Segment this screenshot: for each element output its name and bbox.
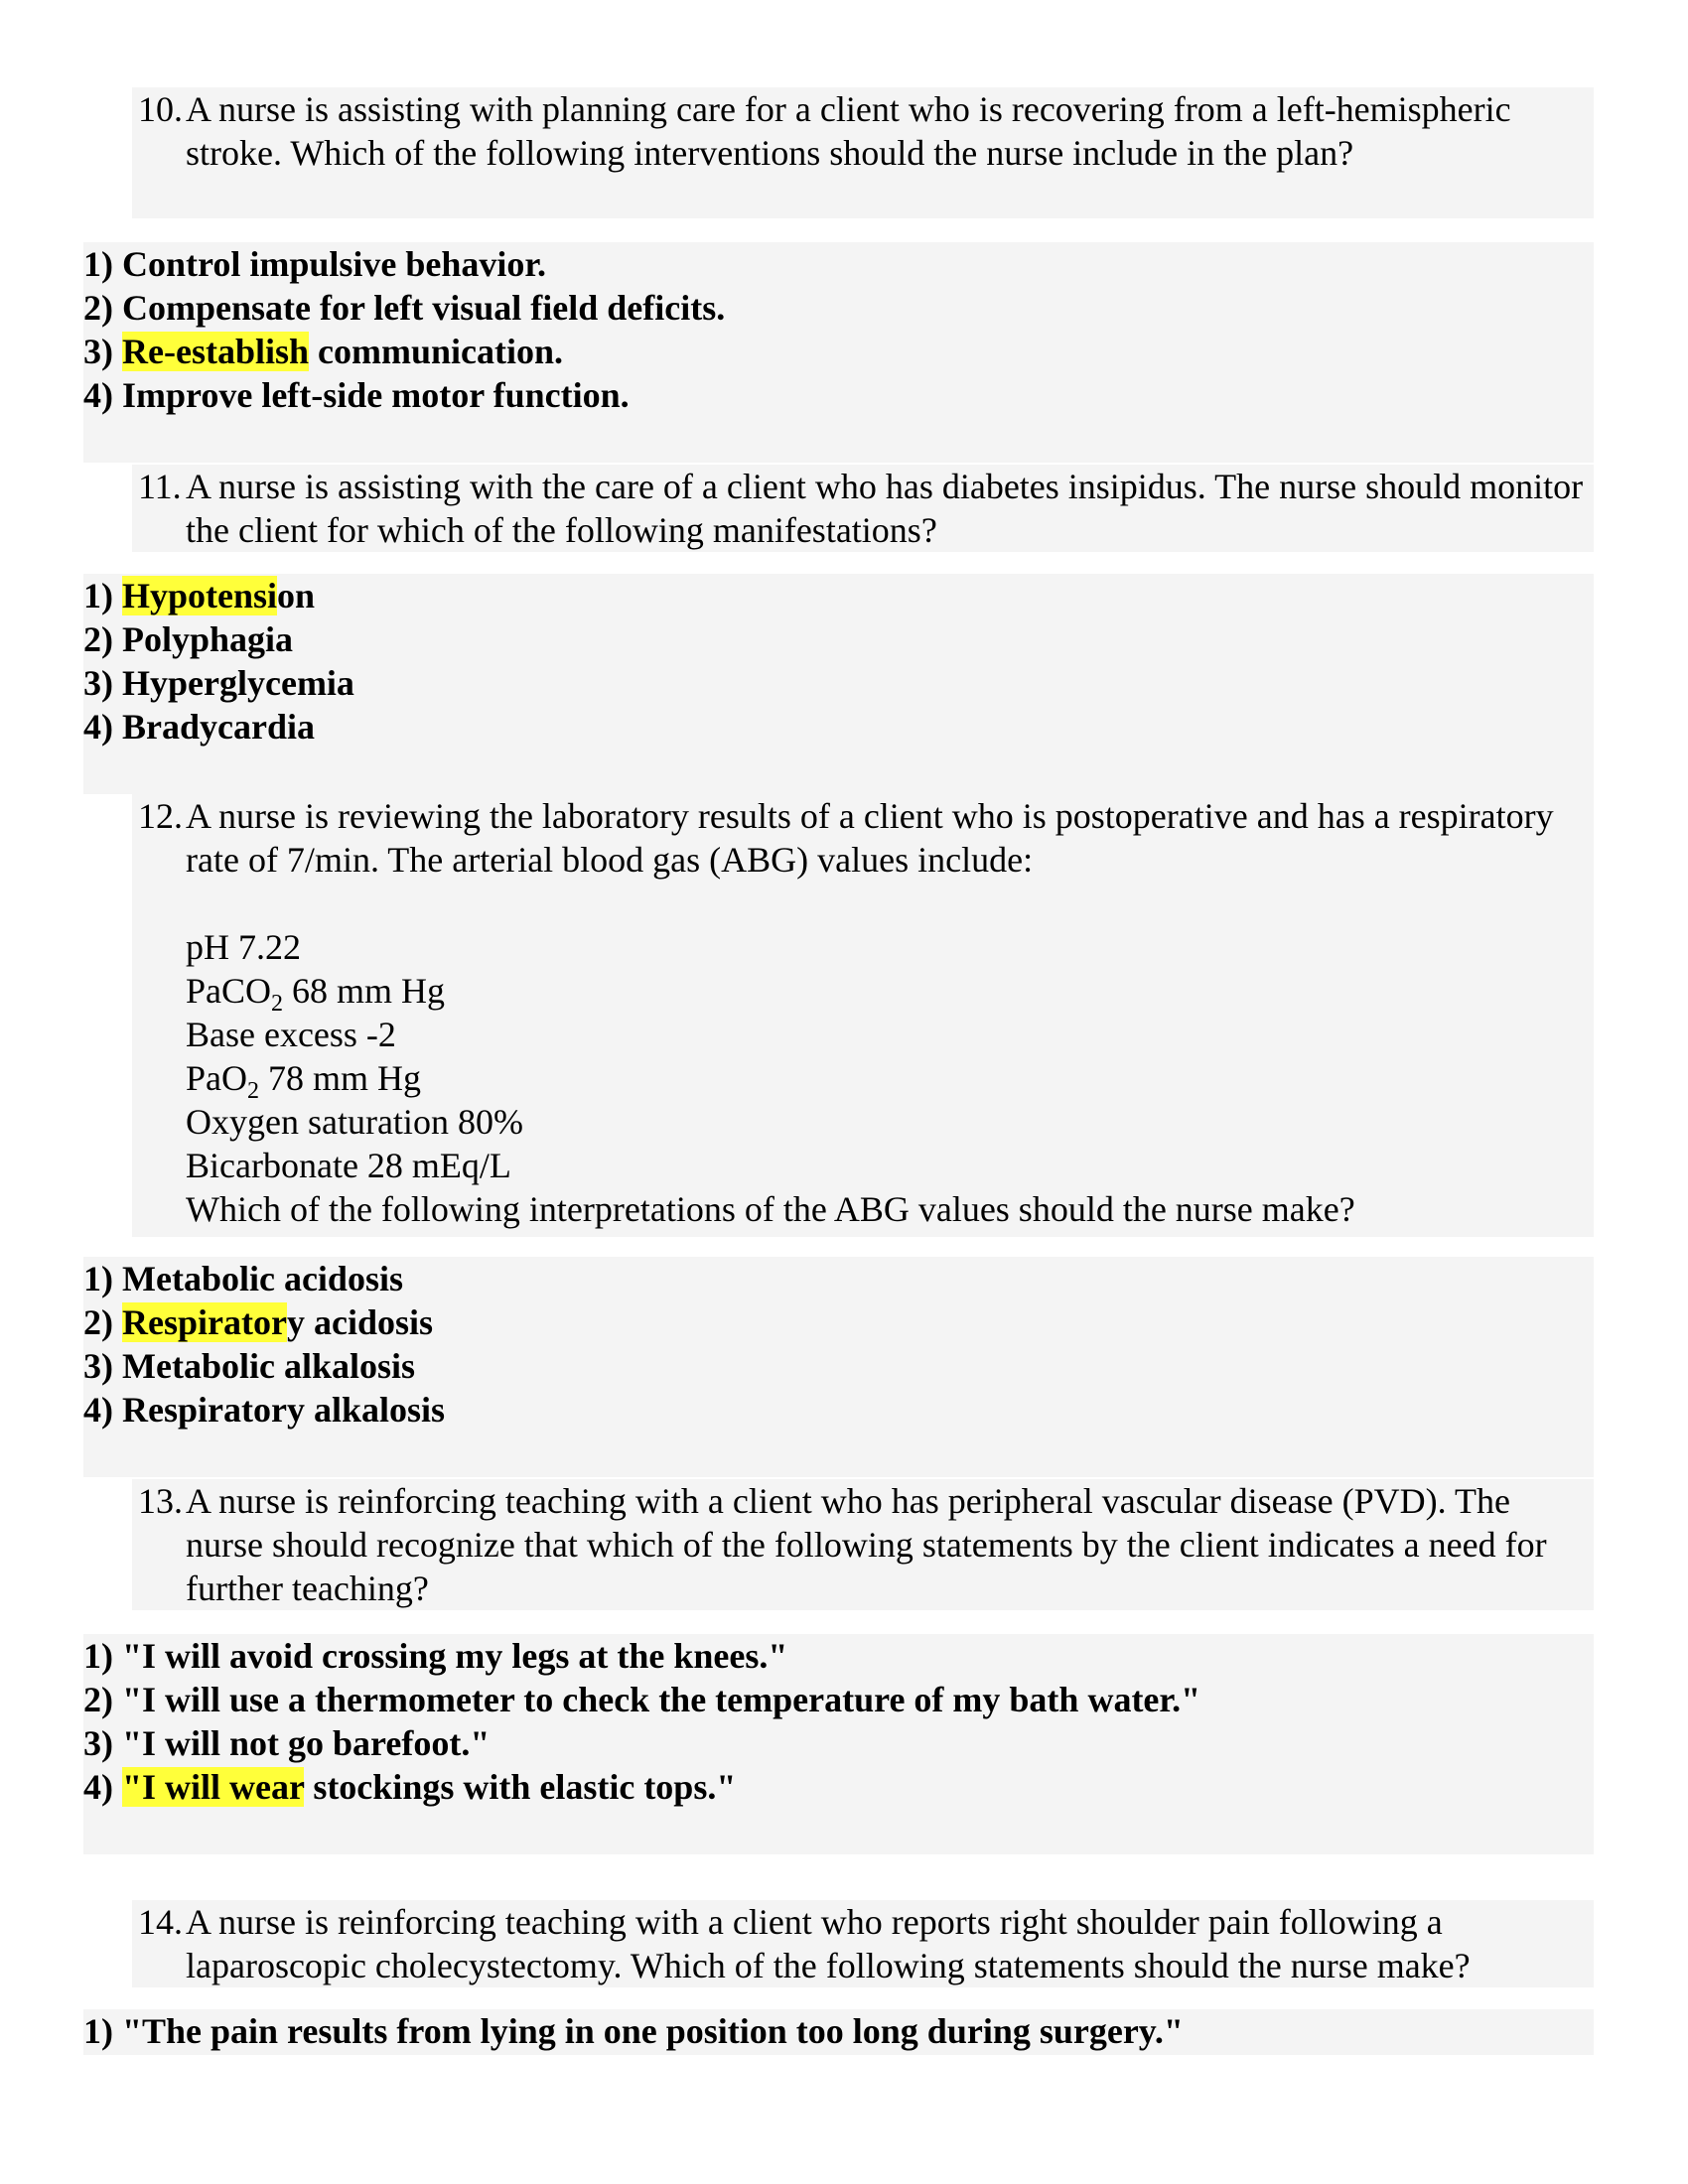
abg-o2-saturation: Oxygen saturation 80%	[186, 1102, 523, 1142]
question-10	[132, 87, 1594, 218]
answer-option[interactable]	[83, 1300, 1594, 1344]
answer-text: Polyphagia	[122, 619, 294, 659]
question-10-text	[132, 87, 1594, 175]
answer-prefix: 4)	[83, 707, 122, 747]
answer-text: on	[277, 576, 316, 615]
answer-option[interactable]	[83, 1721, 1594, 1765]
answer-text: "I will avoid crossing my legs at the knees."	[122, 1636, 788, 1676]
abg-bicarbonate: Bicarbonate 28 mEq/L	[186, 1146, 511, 1185]
answer-text: Metabolic acidosis	[122, 1259, 403, 1298]
answers-10	[83, 242, 1594, 463]
answer-prefix: 3)	[83, 332, 122, 371]
abg-pao2	[186, 1056, 1594, 1104]
answer-option[interactable]	[83, 661, 1594, 705]
answer-highlight: Respirator	[122, 1302, 287, 1342]
answer-option[interactable]	[83, 1678, 1594, 1721]
answer-prefix: 4)	[83, 1390, 122, 1430]
question-stem: A nurse is reinforcing teaching with a client who has peripheral vascular disease (PVD). The nurse should recognize that which of the following statements by the client indicates a need for further teaching?	[186, 1481, 1547, 1608]
answer-text: y acidosis	[286, 1302, 433, 1342]
answer-option[interactable]	[83, 286, 1594, 330]
answer-prefix: 4)	[83, 375, 122, 415]
question-13-text	[132, 1479, 1594, 1610]
answers-12	[83, 1257, 1594, 1477]
abg-pao2-value: 78 mm Hg	[259, 1058, 422, 1098]
answer-prefix: 1)	[83, 576, 122, 615]
answer-prefix: 3)	[83, 1346, 122, 1386]
abg-base-excess: Base excess -2	[186, 1015, 396, 1054]
answer-text: Control impulsive behavior.	[122, 244, 547, 284]
answer-prefix: 1)	[83, 244, 122, 284]
answer-option[interactable]	[83, 242, 1594, 286]
answer-text: Bradycardia	[122, 707, 315, 747]
answers-14	[83, 2009, 1594, 2055]
answer-text: "I will use a thermometer to check the temperature of my bath water."	[122, 1680, 1201, 1719]
answer-text: Hyperglycemia	[122, 663, 354, 703]
question-number: 13.	[138, 1481, 183, 1521]
answer-option[interactable]	[83, 2009, 1594, 2053]
answers-11	[83, 574, 1594, 794]
answer-text: Metabolic alkalosis	[122, 1346, 415, 1386]
answer-text: Improve left-side motor function.	[122, 375, 630, 415]
answer-highlight: Hypotensi	[122, 576, 278, 615]
abg-paco2	[186, 969, 1594, 1017]
answer-option[interactable]	[83, 1634, 1594, 1678]
question-number: 14.	[138, 1902, 183, 1942]
answer-text: Respiratory alkalosis	[122, 1390, 446, 1430]
answer-text: communication.	[309, 332, 563, 371]
answer-option[interactable]	[83, 1257, 1594, 1300]
answer-option[interactable]	[83, 1344, 1594, 1388]
answer-option[interactable]	[83, 373, 1594, 417]
answer-highlight: Re-establish	[122, 332, 309, 371]
abg-paco2-label: PaCO	[186, 971, 272, 1011]
abg-paco2-value: 68 mm Hg	[283, 971, 446, 1011]
question-12	[132, 794, 1594, 1237]
abg-pao2-label: PaO	[186, 1058, 247, 1098]
answer-prefix: 4)	[83, 1767, 122, 1807]
question-stem: A nurse is assisting with planning care for a client who is recovering from a left-hemispheric stroke. Which of the following interventions should the nurse include in the plan?	[186, 89, 1511, 173]
answer-text: "I will not go barefoot."	[122, 1723, 491, 1763]
question-number: 11.	[138, 467, 182, 506]
question-stem: A nurse is reviewing the laboratory results of a client who is postoperative and has a respiratory rate of 7/min. The arterial blood gas (ABG) values include:	[186, 796, 1554, 880]
answer-prefix: 1)	[83, 1259, 122, 1298]
answer-option[interactable]	[83, 617, 1594, 661]
subscript: 2	[271, 991, 284, 1017]
answer-option[interactable]	[83, 705, 1594, 749]
abg-ph: pH 7.22	[186, 927, 301, 967]
abg-question: Which of the following interpretations of the ABG values should the nurse make?	[186, 1189, 1355, 1229]
answer-prefix: 3)	[83, 1723, 122, 1763]
question-stem: A nurse is reinforcing teaching with a client who reports right shoulder pain following a laparoscopic cholecystectomy. Which of the following statements should the nurse make?	[186, 1902, 1471, 1985]
answer-option[interactable]	[83, 330, 1594, 373]
answer-text: "The pain results from lying in one position too long during surgery."	[122, 2011, 1184, 2051]
answers-13	[83, 1634, 1594, 1854]
question-number: 10.	[138, 89, 183, 129]
answer-prefix: 1)	[83, 2011, 122, 2051]
subscript: 2	[247, 1078, 259, 1104]
answer-text: Compensate for left visual field deficits.	[122, 288, 726, 328]
question-14	[132, 1900, 1594, 1987]
question-number: 12.	[138, 796, 183, 836]
answer-prefix: 1)	[83, 1636, 122, 1676]
question-11-text	[132, 465, 1594, 552]
question-stem: A nurse is assisting with the care of a client who has diabetes insipidus. The nurse should monitor the client for which of the following manifestations?	[186, 467, 1584, 550]
question-11	[132, 465, 1594, 552]
question-12-text	[132, 794, 1594, 1231]
question-14-text	[132, 1900, 1594, 1987]
question-13	[132, 1479, 1594, 1610]
answer-prefix: 2)	[83, 288, 122, 328]
answer-prefix: 3)	[83, 663, 122, 703]
answer-option[interactable]	[83, 1765, 1594, 1809]
answer-option[interactable]	[83, 574, 1594, 617]
answer-text: stockings with elastic tops."	[304, 1767, 737, 1807]
answer-option[interactable]	[83, 1388, 1594, 1432]
answer-prefix: 2)	[83, 1680, 122, 1719]
answer-prefix: 2)	[83, 619, 122, 659]
answer-prefix: 2)	[83, 1302, 122, 1342]
answer-highlight: "I will wear	[122, 1767, 305, 1807]
